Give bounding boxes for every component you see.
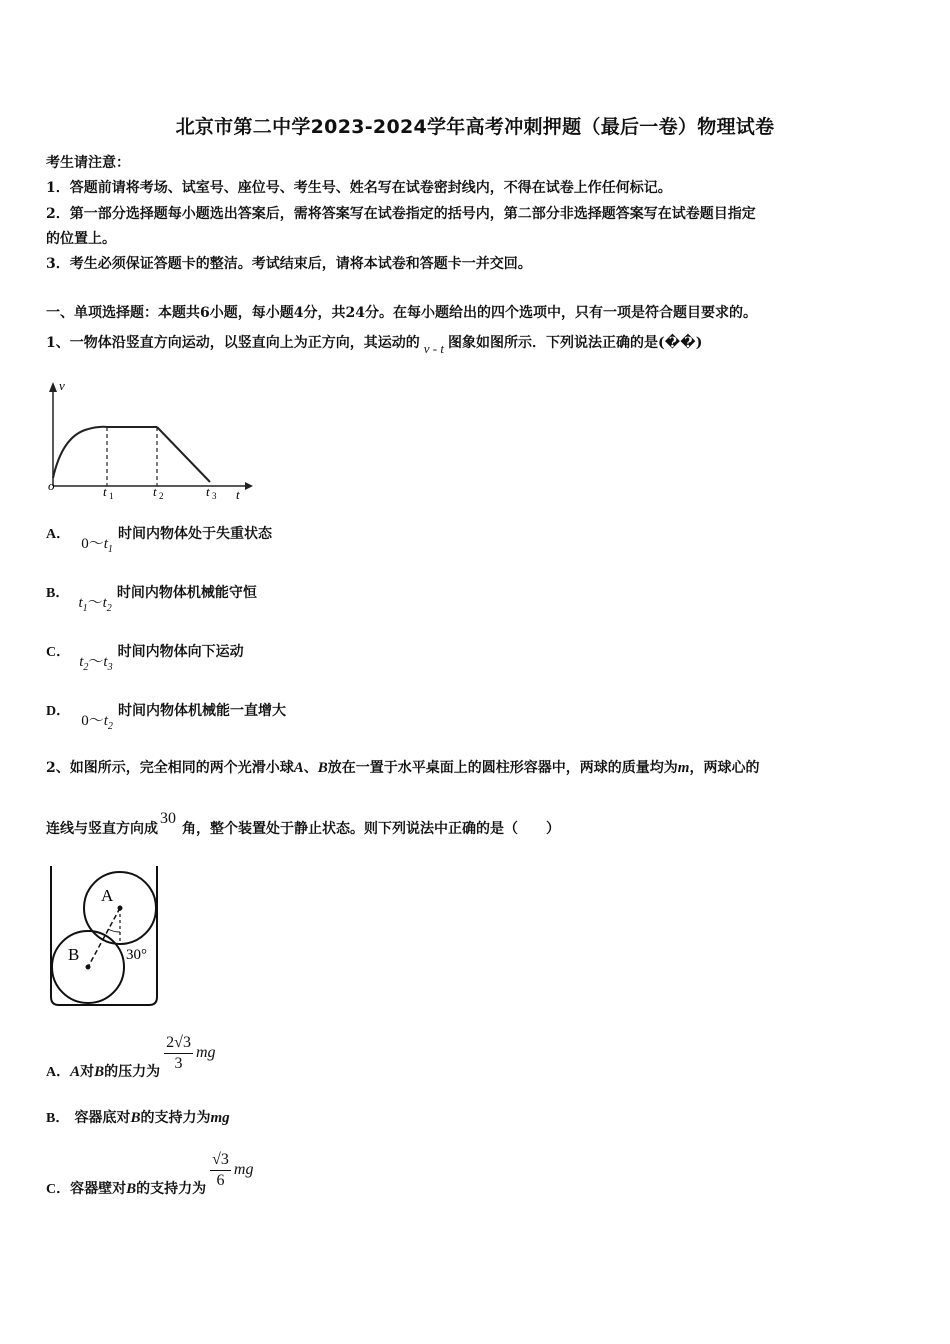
q1-option-c: [46, 640, 244, 673]
notice-item-2: 2．第一部分选择题每小题选出答案后，需将答案写在试卷指定的括号内，第二部分非选择题答案写在试卷题目指定: [46, 206, 756, 222]
q1-option-a-label: A．: [46, 527, 71, 542]
q2-line1-A: A: [293, 760, 304, 776]
q2-option-a-A: A: [70, 1064, 81, 1080]
q2-line1-comma: 、: [303, 760, 318, 776]
notice-item-3: 3．考生必须保证答题卡的整洁。考试结束后，请将本试卷和答题卡一并交回。: [46, 256, 532, 272]
q2-line2-a: 连线与竖直方向成: [46, 821, 158, 837]
q2-stem-line2: [46, 810, 560, 838]
q1-option-b-var-a: t: [78, 595, 83, 611]
q2-option-b: [46, 1107, 230, 1127]
q2-option-a-label: A．: [46, 1065, 71, 1080]
q1-option-d-math: [81, 713, 113, 732]
q2-option-a: [46, 1025, 216, 1081]
q2-option-c-text: [70, 1178, 206, 1198]
q2-option-c-text2: 的支持力为: [136, 1181, 207, 1197]
graph-t-arrow: [245, 482, 253, 490]
q1-option-a-var: t: [103, 536, 108, 552]
q2-option-c: [46, 1142, 253, 1198]
q1-stem: [46, 332, 702, 357]
q1-option-c-sep: ～: [88, 654, 104, 670]
center-line: [88, 908, 120, 967]
notice-item-2-cont: 的位置上。: [46, 231, 116, 247]
q2-line1-b: 放在一置于水平桌面上的圆柱形容器中，两球的质量均为: [327, 760, 678, 776]
q2-option-a-text2: 的压力为: [104, 1064, 161, 1080]
section-heading: 一、单项选择题：本题共6小题，每小题4分，共24分。在每小题给出的四个选项中，只有一项是符合题目要求的。: [46, 305, 757, 321]
graph-curve-decel: [157, 427, 210, 482]
q1-option-d: [46, 699, 286, 732]
q2-option-c-unit: mg: [233, 1161, 254, 1178]
q2-option-a-text: [70, 1061, 160, 1081]
q1-option-a-math: [81, 536, 113, 555]
q2-option-c-fraction: [210, 1150, 231, 1191]
graph-curve-accel: [53, 427, 107, 478]
q1-stem-math: v - t: [423, 341, 444, 356]
q1-option-c-var-b: t: [103, 654, 108, 670]
angle-label: 30°: [126, 947, 147, 963]
q1-option-c-sub-a: 2: [83, 662, 89, 673]
page-title: 北京市第二中学2023-2024学年高考冲刺押题（最后一卷）物理试卷: [175, 116, 775, 138]
graph-label-t: t: [236, 487, 240, 502]
notice-heading: 考生请注意：: [46, 155, 130, 171]
q2-line1-B: B: [317, 760, 328, 776]
graph-label-t2: t: [153, 484, 157, 499]
q1-option-d-var: t: [103, 713, 108, 729]
q2-option-c-num: √3: [210, 1150, 231, 1171]
graph-label-t3: t: [206, 484, 210, 499]
graph-v-arrow: [49, 382, 57, 392]
q2-option-b-B: B: [130, 1110, 141, 1126]
q1-option-a-from: 0～: [81, 536, 104, 552]
q2-stem-line1: [46, 757, 759, 777]
q1-option-c-var-a: t: [79, 654, 84, 670]
q1-stem-paren: (��): [657, 335, 703, 351]
graph-label-t1: t: [103, 484, 107, 499]
q2-option-a-B: B: [94, 1064, 105, 1080]
ball-b-label: B: [68, 945, 80, 964]
ball-b-center: [86, 965, 91, 970]
q2-option-c-label: C．: [46, 1182, 71, 1197]
q1-option-d-text: 时间内物体机械能一直增大: [118, 703, 286, 719]
q1-option-b-text: 时间内物体机械能守恒: [116, 585, 257, 601]
q1-option-c-math: [79, 654, 113, 673]
q1-option-b-var-b: t: [102, 595, 107, 611]
q1-option-c-sub-b: 3: [107, 662, 113, 673]
q2-option-a-fraction: [164, 1033, 193, 1074]
q2-option-c-den: 6: [216, 1171, 225, 1189]
q2-option-a-unit: mg: [195, 1044, 216, 1061]
q1-option-a: [46, 522, 272, 555]
q1-option-b-label: B．: [46, 586, 70, 601]
q1-option-d-label: D．: [46, 704, 71, 719]
q2-option-b-text: [74, 1110, 229, 1126]
angle-arc: [108, 929, 120, 932]
notice-item-1: 1．答题前请将考场、试室号、座位号、考生号、姓名写在试卷密封线内，不得在试卷上作任何标记。: [46, 180, 672, 196]
q2-option-a-den: 3: [174, 1054, 183, 1072]
q2-option-c-B: B: [126, 1181, 137, 1197]
q2-option-b-mg: mg: [210, 1110, 230, 1126]
q2-line1-m: m: [677, 760, 690, 776]
graph-label-v: v: [59, 378, 65, 393]
graph-label-t3-sub: 3: [212, 491, 217, 501]
q2-line2-angle: 30: [160, 810, 176, 827]
q1-option-b-sep: ～: [87, 595, 103, 611]
q2-option-b-text2: 的支持力为: [140, 1110, 211, 1126]
q1-option-b: [46, 581, 257, 614]
q2-option-a-text1: 对: [80, 1064, 95, 1080]
graph-label-t2-sub: 2: [159, 491, 164, 501]
q1-option-c-label: C．: [46, 645, 71, 660]
q1-stem-text-a: 1、一物体沿竖直方向运动，以竖直向上为正方向，其运动的: [46, 335, 420, 351]
q2-option-b-text1: 容器底对: [74, 1110, 131, 1126]
q2-line2-b: 角，整个装置处于静止状态。则下列说法中正确的是（ ）: [182, 821, 560, 837]
q1-option-d-sub: 2: [107, 721, 113, 732]
q1-option-b-sub-b: 2: [106, 603, 112, 614]
q1-option-b-sub-a: 1: [82, 603, 88, 614]
q1-option-a-sub: 1: [107, 544, 113, 555]
q1-option-b-math: [78, 595, 112, 614]
q1-option-d-from: 0～: [81, 713, 104, 729]
q2-container-figure: [46, 862, 161, 1010]
q2-option-c-text1: 容器壁对: [70, 1181, 127, 1197]
q2-option-a-num: 2√3: [164, 1033, 193, 1054]
q2-option-b-label: B．: [46, 1111, 70, 1126]
q1-vt-graph: [40, 378, 255, 503]
q1-option-a-text: 时间内物体处于失重状态: [118, 526, 272, 542]
q2-line1-a: 2、如图所示，完全相同的两个光滑小球: [46, 760, 294, 776]
graph-label-t1-sub: 1: [109, 491, 114, 501]
q2-line1-c: ，两球心的: [689, 760, 760, 776]
q1-stem-text-b: 图象如图所示．下列说法正确的是: [447, 335, 658, 351]
ball-a-center: [118, 906, 123, 911]
graph-label-o: o: [48, 478, 55, 493]
q1-option-c-text: 时间内物体向下运动: [117, 644, 244, 660]
ball-a-label: A: [101, 886, 114, 905]
